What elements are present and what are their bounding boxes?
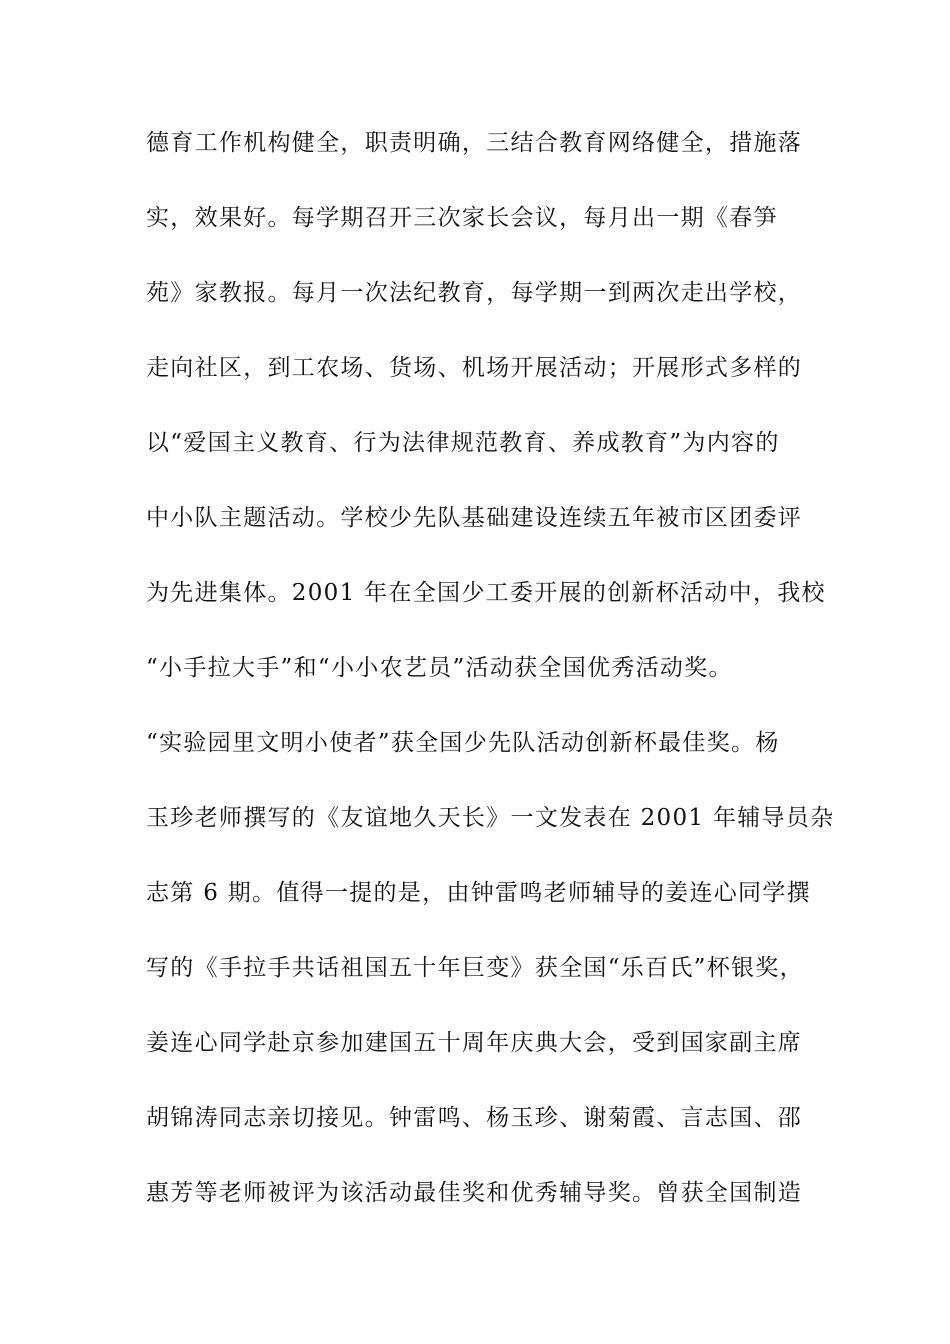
text-line: 实，效果好。每学期召开三次家长会议，每月出一期《春笋 bbox=[146, 205, 778, 231]
text-line: 胡锦涛同志亲切接见。钟雷鸣、杨玉珍、谢菊霞、言志国、邵 bbox=[146, 1105, 803, 1131]
text-line: 惠芳等老师被评为该活动最佳奖和优秀辅导奖。曾获全国制造 bbox=[146, 1180, 803, 1206]
text-line: 苑》家教报。每月一次法纪教育，每学期一到两次走出学校， bbox=[146, 280, 803, 306]
text-line: 德育工作机构健全，职责明确，三结合教育网络健全，措施落 bbox=[146, 130, 803, 156]
body-text bbox=[146, 130, 835, 1256]
text-line: 以“爱国主义教育、行为法律规范教育、养成教育”为内容的 bbox=[146, 430, 780, 456]
text-line: 中小队主题活动。学校少先队基础建设连续五年被市区团委评 bbox=[146, 505, 803, 531]
text-line: 志第 6 期。值得一提的是，由钟雷鸣老师辅导的姜连心同学撰 bbox=[146, 880, 811, 906]
text-line: 为先进集体。2001 年在全国少工委开展的创新杯活动中，我校 bbox=[146, 580, 826, 606]
text-line: “实验园里文明小使者”获全国少先队活动创新杯最佳奖。杨 bbox=[146, 730, 780, 756]
text-line: “小手拉大手”和“小小农艺员”活动获全国优秀活动奖。 bbox=[146, 655, 733, 681]
text-line: 玉珍老师撰写的《友谊地久天长》一文发表在 2001 年辅导员杂 bbox=[146, 805, 835, 831]
text-line: 写的《手拉手共话祖国五十年巨变》获全国“乐百氏”杯银奖， bbox=[146, 955, 804, 981]
text-line: 姜连心同学赴京参加建国五十周年庆典大会，受到国家副主席 bbox=[146, 1030, 803, 1056]
text-line: 走向社区，到工农场、货场、机场开展活动；开展形式多样的 bbox=[146, 355, 803, 381]
